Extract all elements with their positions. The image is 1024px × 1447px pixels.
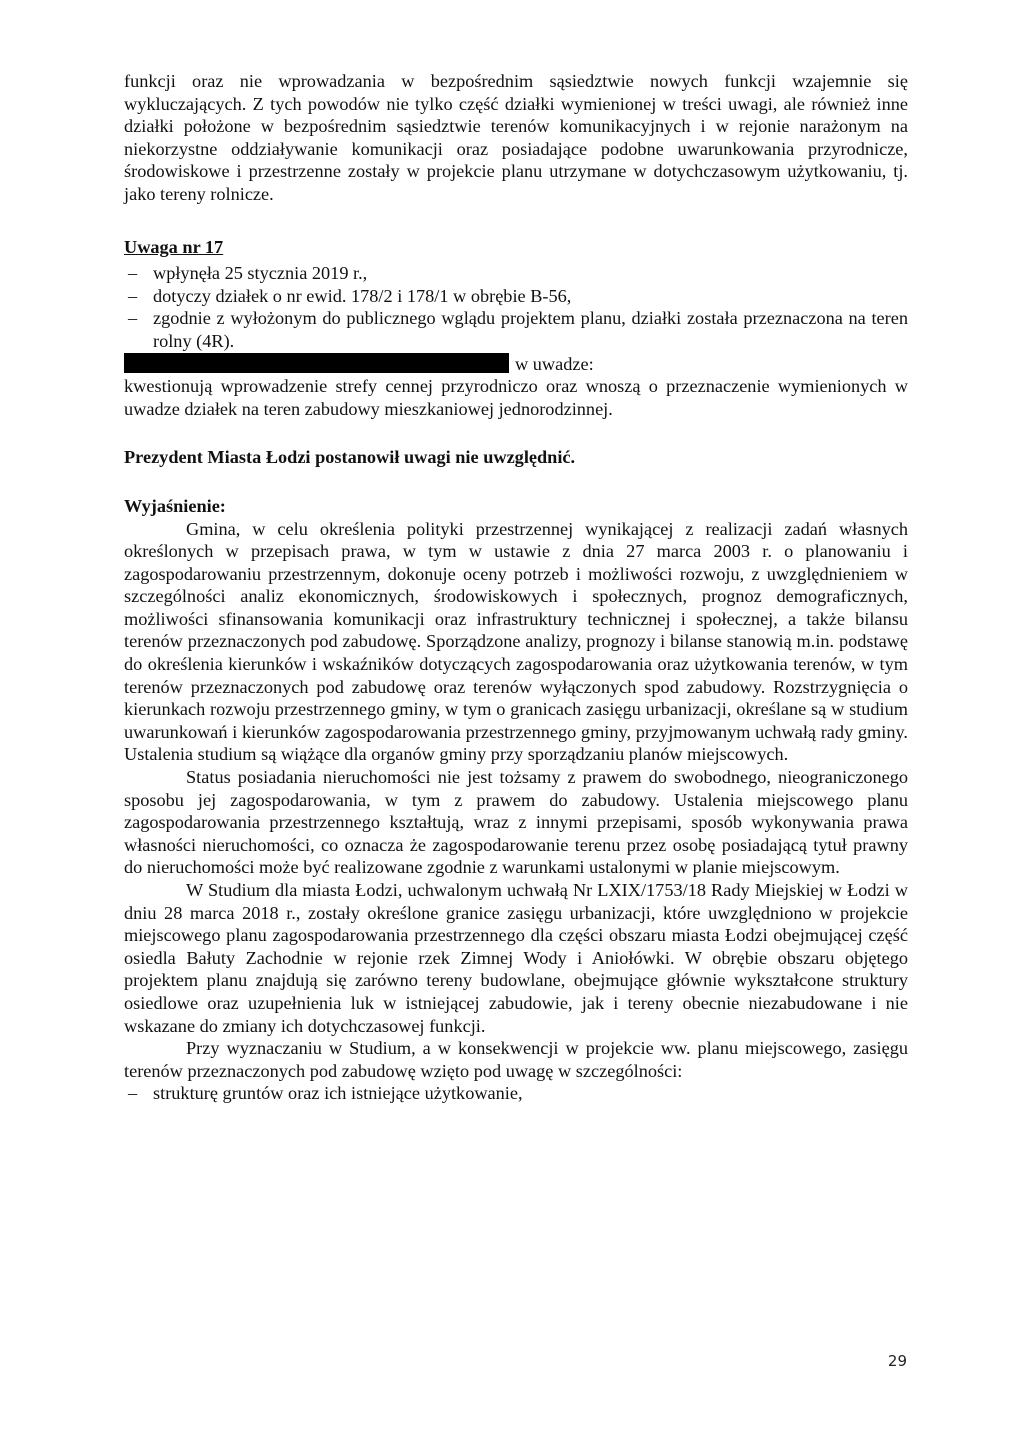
explanation-heading: Wyjaśnienie: <box>124 495 226 516</box>
explanation-paragraph: Gmina, w celu określenia polityki przestrzennej wynikającej z realizacji zadań własnych określonych w przepisach prawa, w tym w ustawie z dnia 27 marca 2003 r. o planowaniu i zagospodarowaniu przestrzennym, dokonuje oceny potrzeb i możliwości rozwoju, z uwzględnieniem w szczególności analiz ekonomicznych, środowiskowych i społecznych, prognoz demograficznych, możliwości sfinansowania komunikacji oraz infrastruktury technicznej i społecznej, a także bilansu terenów przeznaczonych pod zabudowę. Sporządzone analizy, prognozy i bilanse stanowią m.in. podstawę do określenia kierunków i wskaźników dotyczących zagospodarowania oraz użytkowania terenów, w tym terenów przeznaczonych pod zabudowę oraz terenów wyłączonych spod zabudowy. Rozstrzygnięcia o kierunkach rozwoju przestrzennego gminy, w tym o granicach zasięgu urbanizacji, określane są w studium uwarunkowań i kierunków zagospodarowania przestrzennego gminy, przyjmowanym uchwałą rady gminy. Ustalenia studium są wiążące dla organów gminy przy sporządzaniu planów miejscowych. <box>124 518 908 765</box>
request-line <box>124 353 908 376</box>
list-item: – zgodnie z wyłożonym do publicznego wglądu projektem planu, działki została przeznaczona na teren rolny (4R). <box>124 307 908 352</box>
list-item: – dotyczy działek o nr ewid. 178/2 i 178/1 w obrębie B-56, <box>124 285 908 308</box>
explanation-paragraph: Status posiadania nieruchomości nie jest tożsamy z prawem do swobodnego, nieograniczonego sposobu jej zagospodarowania, w tym z prawem do zabudowy. Ustalenia miejscowego planu zagospodarowania przestrzennego kształtują, wraz z innymi przepisami, sposób wykonywania prawa własności nieruchomości, co oznacza że zagospodarowanie terenu przez osobę posiadającą tytuł prawny do nieruchomości może być realizowane zgodnie z warunkami ustalonymi w planie miejscowym. <box>124 767 908 878</box>
page-number: 29 <box>887 1352 907 1370</box>
uwaga-details-list <box>124 262 908 352</box>
explanation-paragraph: Przy wyznaczaniu w Studium, a w konsekwencji w projekcie ww. planu miejscowego, zasięgu terenów przeznaczonych pod zabudowę wzięto pod uwagę w szczególności: <box>124 1038 908 1081</box>
decision-text: Prezydent Miasta Łodzi postanowił uwagi nie uwzględnić. <box>124 447 576 468</box>
list-item: – wpłynęła 25 stycznia 2019 r., <box>124 262 908 285</box>
criteria-list <box>124 1082 908 1105</box>
request-suffix: w uwadze: <box>515 353 594 374</box>
redaction-bar <box>124 353 509 373</box>
document-page <box>124 70 908 1105</box>
intro-paragraph: funkcji oraz nie wprowadzania w bezpośrednim sąsiedztwie nowych funkcji wzajemnie się wykluczających. Z tych powodów nie tylko część działki wymienionej w treści uwagi, ale również inne działki położone w bezpośrednim sąsiedztwie terenów komunikacyjnych i w rejonie narażonym na niekorzystne oddziaływanie komunikacji oraz posiadające podobne uwarunkowania przyrodnicze, środowiskowe i przestrzenne zostały w projekcie planu utrzymane w dotychczasowym użytkowaniu, tj. jako tereny rolnicze. <box>124 71 908 204</box>
uwaga-heading: Uwaga nr 17 <box>124 236 224 257</box>
list-item: – strukturę gruntów oraz ich istniejące użytkowanie, <box>124 1082 908 1105</box>
request-text: kwestionują wprowadzenie strefy cennej przyrodniczo oraz wnoszą o przeznaczenie wymienionych w uwadze działek na teren zabudowy mieszkaniowej jednorodzinnej. <box>124 376 908 419</box>
explanation-paragraph: W Studium dla miasta Łodzi, uchwalonym uchwałą Nr LXIX/1753/18 Rady Miejskiej w Łodzi w dniu 28 marca 2018 r., zostały określone granice zasięgu urbanizacji, które uwzględniono w projekcie miejscowego planu zagospodarowania przestrzennego dla części obszaru miasta Łodzi obejmującej część osiedla Bałuty Zachodnie w rejonie rzek Zimnej Wody i Aniołówki. W obrębie obszaru objętego projektem planu znajdują się zarówno tereny budowlane, obejmujące głównie wykształcone struktury osiedlowe oraz uzupełnienia luk w istniejącej zabudowie, jak i tereny obecnie niezabudowane i nie wskazane do zmiany ich dotychczasowej funkcji. <box>124 880 908 1036</box>
